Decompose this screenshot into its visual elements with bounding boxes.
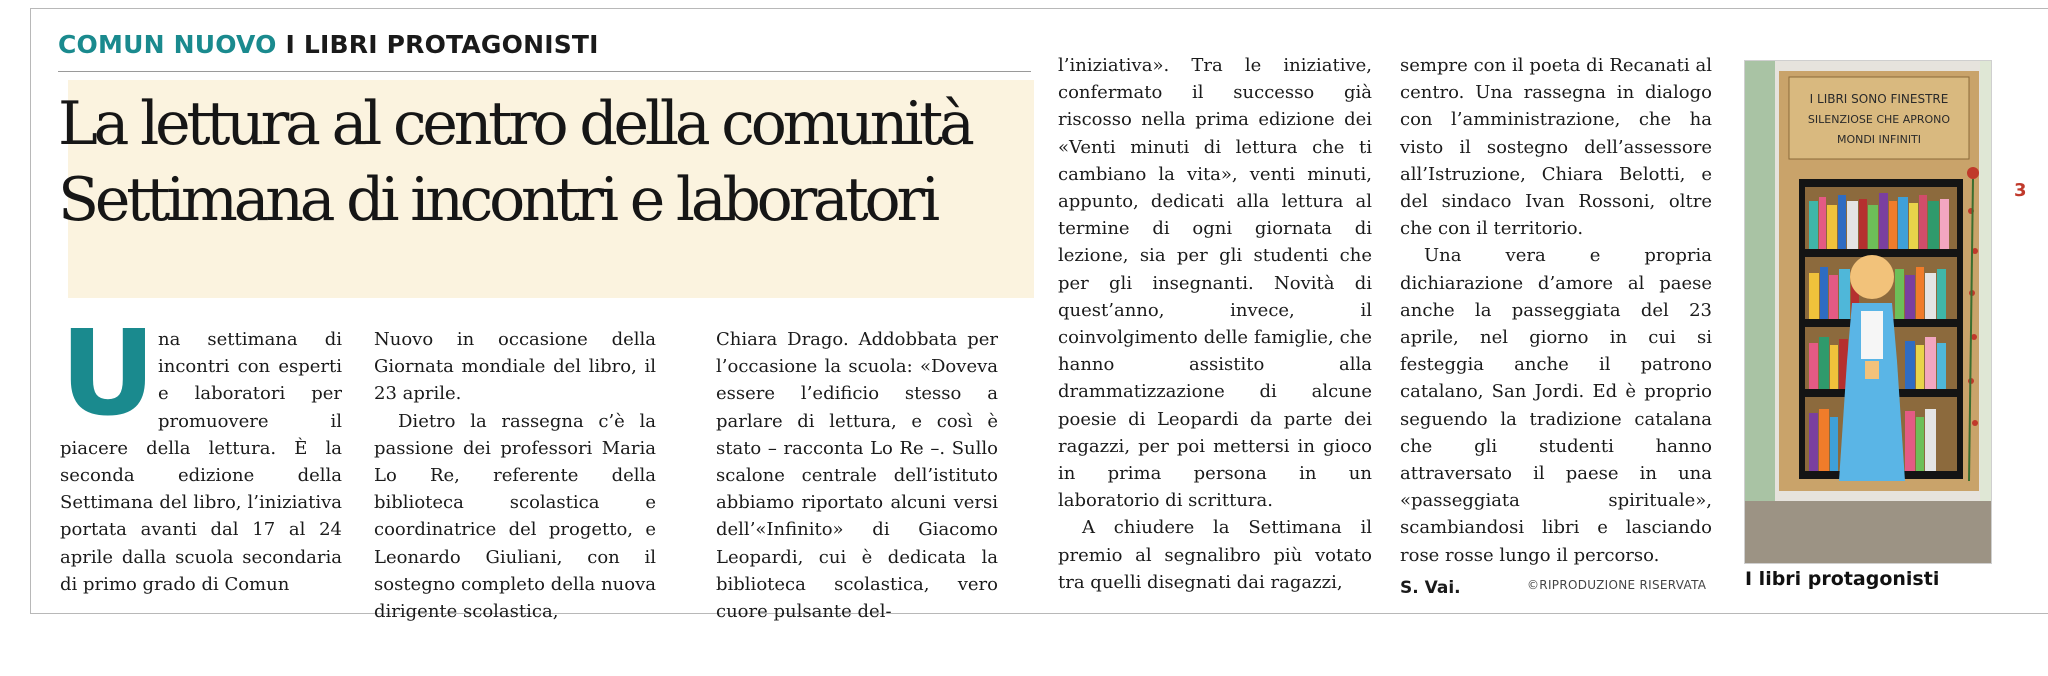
photo-caption: I libri protagonisti [1745,568,1940,590]
paragraph: Nuovo in occasione della Giornata mondiale del libro, il 23 aprile. [374,329,656,405]
article-column-1 [60,304,342,598]
copyright-notice: ©RIPRODUZIONE RISERVATA [1527,578,1707,592]
door-illustration [1745,61,1991,563]
sign-text-1: I LIBRI SONO FINESTRE [1809,92,1949,106]
lead-paragraph: na settimana di incontri con esperti e laboratori per promuovere il piacere della lettura. È la seconda edizione della Settimana del libro, l’iniziativa portata avanti dal 17 al 24 aprile dalla scuola secondaria di primo grado di Comun [60,329,342,595]
article-photo[interactable] [1744,60,1992,564]
drop-cap: U [60,304,156,442]
article-column-3 [716,326,998,625]
paragraph: Una vera e propria dichiarazione d’amore al paese anche la passeggiata del 23 aprile, nel giorno in cui si festeggia anche il patrono catalano, San Jordi. Ed è proprio seguendo la tradizione catalana che gli studenti hanno attraversato il paese in una «passeggiata spirituale», scambiandosi libri e lasciando rose rosse lungo il percorso. [1400,245,1712,566]
page-marker: 3 [2014,180,2027,201]
article-column-2 [374,326,656,625]
paragraph: A chiudere la Settimana il premio al segnalibro più votato tra quelli disegnati dai ragazzi, [1058,517,1372,593]
kicker [58,30,599,59]
author-signature: S. Vai. [1400,577,1461,598]
article-column-4 [1058,52,1372,596]
headline-line-2: Settimana di incontri e laboratori [58,165,936,235]
sign-text-3: MONDI INFINITI [1836,133,1922,146]
kicker-topic: I LIBRI PROTAGONISTI [285,30,599,59]
sign-text-2: SILENZIOSE CHE APRONO [1807,113,1951,126]
kicker-divider [58,71,1031,72]
paragraph: Chiara Drago. Addobbata per l’occasione la scuola: «Doveva essere l’edificio stesso a parlare di lettura, e così è stato – racconta Lo Re –. Sullo scalone centrale dell’istituto abbiamo riportato alcuni versi dell’«Infinito» di Giacomo Leopardi, cui è dedicata la biblioteca scolastica, vero cuore pulsante del- [716,329,998,623]
headline-line-1: La lettura al centro della comunità [58,89,971,159]
headline [58,86,1058,238]
paragraph: l’iniziativa». Tra le iniziative, confermato il successo già riscosso nella prima edizione dei «Venti minuti di lettura che ti cambiano la vita», venti minuti, appunto, dedicati alla lettura al termine di ogni giornata di lezione, sia per gli studenti che per gli insegnanti. Novità di quest’anno, invece, il coinvolgimento delle famiglie, che hanno assistito alla drammatizzazione di alcune poesie di Leopardi da parte dei ragazzi, per poi mettersi in gioco in prima persona in un laboratorio di scrittura. [1058,55,1372,512]
paragraph: sempre con il poeta di Recanati al centro. Una rassegna in dialogo con l’amministrazione, che ha visto il sostegno dell’assessore all’Istruzione, Chiara Belotti, e del sindaco Ivan Rossoni, oltre che con il territorio. [1400,55,1712,240]
article-column-5 [1400,52,1712,602]
paragraph: Dietro la rassegna c’è la passione dei professori Maria Lo Re, referente della biblioteca scolastica e coordinatrice del progetto, e Leonardo Giuliani, con il sostegno completo della nuova dirigente scolastica, [374,410,656,623]
kicker-section[interactable]: COMUN NUOVO [58,30,277,59]
